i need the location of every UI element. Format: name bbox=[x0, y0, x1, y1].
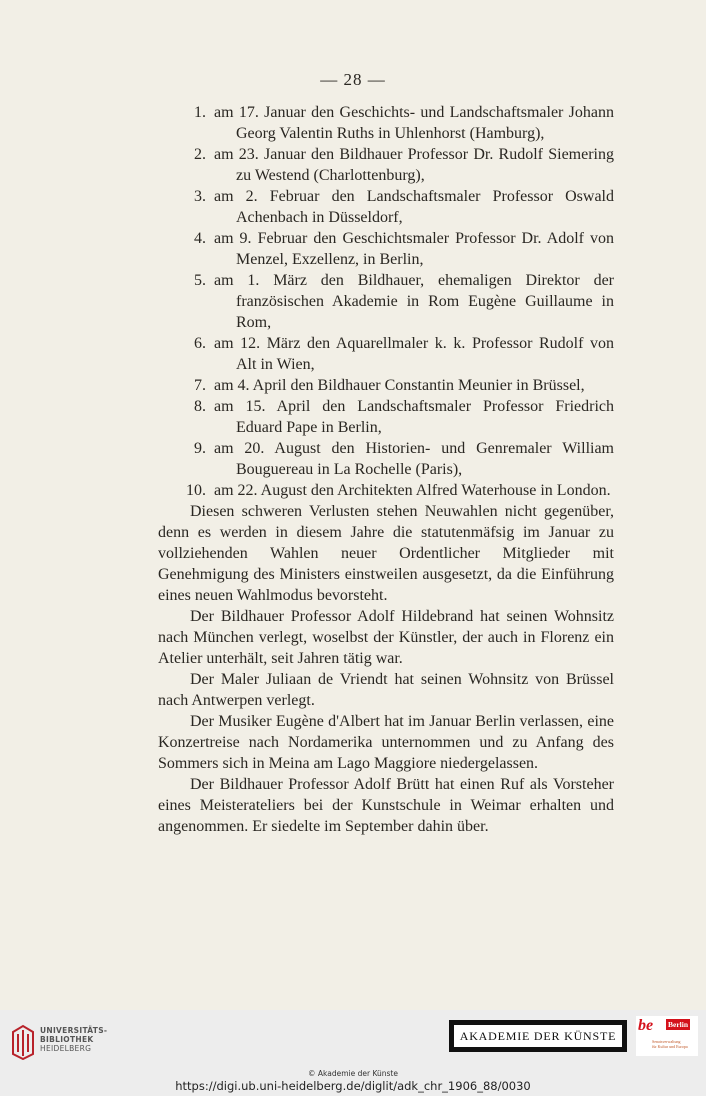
list-item-number: 7. bbox=[194, 377, 206, 394]
be-berlin-subtitle-line: für Kultur und Europa bbox=[652, 1044, 688, 1049]
akademie-logo-button[interactable] bbox=[449, 1020, 627, 1052]
paragraph: Der Musiker Eugène d'Albert hat im Januar Berlin verlassen, eine Konzertreise nach Nordamerika unternommen und zu Anfang des Sommers sich in Meina am Lago Maggiore niedergelassen. bbox=[158, 713, 614, 772]
list-item-text: am 12. März den Aquarellmaler k. k. Professor Rudolf von Alt in Wien, bbox=[214, 335, 614, 373]
paragraph: Der Maler Juliaan de Vriendt hat seinen Wohnsitz von Brüssel nach Antwerpen verlegt. bbox=[158, 671, 614, 709]
list-item-number: 10. bbox=[186, 482, 206, 499]
paragraph: Der Bildhauer Professor Adolf Hildebrand hat seinen Wohnsitz nach München verlegt, woselbst der Künstler, der auch in Florenz ein Atelier unterhält, seit Jahren tätig war. bbox=[158, 608, 614, 667]
list-item-text: am 15. April den Landschaftsmaler Professor Friedrich Eduard Pape in Berlin, bbox=[214, 398, 614, 436]
list-item-number: 3. bbox=[194, 188, 206, 205]
list-item bbox=[158, 186, 614, 228]
paragraph: Der Bildhauer Professor Adolf Brütt hat einen Ruf als Vorsteher eines Meisterateliers bei der Kunstschule in Weimar erhalten und angenommen. Er siedelte im September dahin über. bbox=[158, 776, 614, 835]
list-item-number: 1. bbox=[194, 104, 206, 121]
paragraph: Diesen schweren Verlusten stehen Neuwahlen nicht gegenüber, denn es werden in diesem Jahre die statutenmäfsig im Januar zu vollziehenden Wahlen neuer Ordentlicher Mitglieder mit Genehmigung des Ministers einstweilen ausgesetzt, da die Einführung eines neuen Wahlmodus bevorsteht. bbox=[158, 503, 614, 604]
list-item-text: am 17. Januar den Geschichts- und Landschaftsmaler Johann Georg Valentin Ruths in Uhlenhorst (Hamburg), bbox=[214, 104, 614, 142]
library-line: HEIDELBERG bbox=[40, 1044, 92, 1053]
list-item bbox=[158, 270, 614, 333]
page-number: — 28 — bbox=[320, 70, 386, 89]
list-item-text: am 2. Februar den Landschaftsmaler Professor Oswald Achenbach in Düsseldorf, bbox=[214, 188, 614, 226]
page-content bbox=[158, 102, 614, 837]
list-item bbox=[158, 333, 614, 375]
list-item-number: 9. bbox=[194, 440, 206, 457]
copyright-notice: © Akademie der Künste bbox=[308, 1069, 398, 1078]
list-item bbox=[158, 396, 614, 438]
university-library-logo-icon[interactable] bbox=[10, 1024, 36, 1060]
list-item-text: am 9. Februar den Geschichtsmaler Professor Dr. Adolf von Menzel, Exzellenz, in Berlin, bbox=[214, 230, 614, 268]
list-item bbox=[158, 438, 614, 480]
list-item-number: 8. bbox=[194, 398, 206, 415]
list-item-text: am 22. August den Architekten Alfred Waterhouse in London. bbox=[214, 482, 611, 499]
list-item-text: am 23. Januar den Bildhauer Professor Dr. Rudolf Siemering zu Westend (Charlottenburg), bbox=[214, 146, 614, 184]
be-berlin-tag: Berlin bbox=[668, 1020, 688, 1029]
list-item-text: am 4. April den Bildhauer Constantin Meunier in Brüssel, bbox=[214, 377, 585, 394]
list-item bbox=[158, 375, 614, 396]
library-line: UNIVERSITÄTS- bbox=[40, 1026, 108, 1035]
list-item-number: 2. bbox=[194, 146, 206, 163]
list-item-number: 5. bbox=[194, 272, 206, 289]
be-berlin-subtitle-line: Senatsverwaltung bbox=[652, 1039, 681, 1044]
list-item bbox=[158, 480, 614, 501]
be-berlin-mark: be bbox=[638, 1017, 654, 1034]
akademie-logo-label: AKADEMIE DER KÜNSTE bbox=[453, 1024, 623, 1048]
list-item-text: am 20. August den Historien- und Genremaler William Bouguereau in La Rochelle (Paris), bbox=[214, 440, 614, 478]
document-url-link[interactable]: https://digi.ub.uni-heidelberg.de/diglit/adk_chr_1906_88/0030 bbox=[175, 1079, 531, 1093]
be-berlin-subtitle bbox=[652, 1039, 688, 1049]
list-item-number: 6. bbox=[194, 335, 206, 352]
list-item-text: am 1. März den Bildhauer, ehemaligen Direktor der französischen Akademie in Rom Eugène Guillaume in Rom, bbox=[214, 272, 614, 331]
university-library-name[interactable] bbox=[40, 1026, 107, 1053]
list-item bbox=[158, 228, 614, 270]
list-item bbox=[158, 144, 614, 186]
library-line: BIBLIOTHEK bbox=[40, 1035, 94, 1044]
list-item-number: 4. bbox=[194, 230, 206, 247]
list-item bbox=[158, 102, 614, 144]
be-berlin-logo[interactable] bbox=[636, 1016, 698, 1056]
